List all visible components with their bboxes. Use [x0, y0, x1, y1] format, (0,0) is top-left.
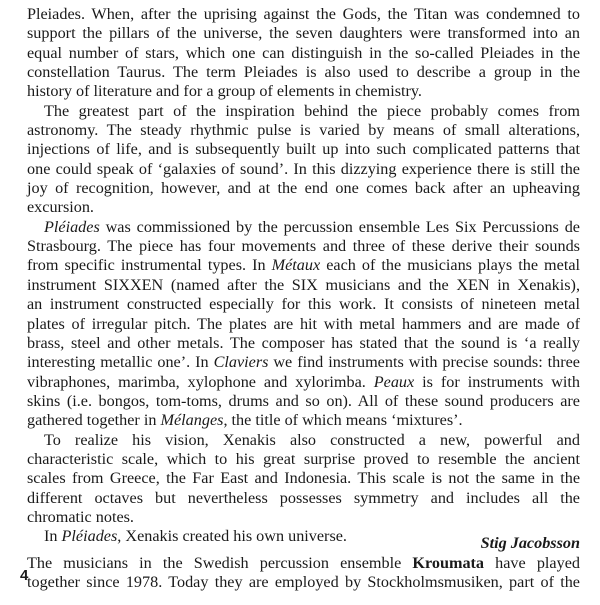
text-line: support the pillars of the universe, the seven daughters were transformed into an [27, 24, 580, 43]
text-line: equal number of stars, which one can distinguish in the so-called Pleiades in the [27, 43, 580, 62]
text-line: scales from Greece, the Far East and Indonesia. This scale is not the same in the [27, 469, 580, 488]
text-span: was commissioned by the percussion ensemble Les Six Percussions de [99, 217, 580, 236]
movement-title-peaux: Peaux [373, 372, 415, 391]
text-line [27, 373, 580, 392]
text-line: injections of life, and is subsequently built up into such complicated patterns that [27, 140, 580, 159]
paragraph-commission-movements [27, 218, 580, 431]
text-span: interesting metallic one’. In [27, 353, 214, 372]
text-span: is for instruments with [414, 372, 580, 391]
closing-row [27, 527, 580, 553]
text-span: from specific instrumental types. In [27, 256, 272, 275]
text-line [27, 411, 580, 430]
text-span: gathered together in [27, 411, 161, 430]
text-line: characteristic scale, which to his great surprise proved to resemble the ancient [27, 449, 580, 468]
text-line: Strasbourg. The piece has four movements and three of these derive their sounds [27, 237, 580, 256]
work-title-pleiades: Pléiades [61, 527, 118, 546]
text-line: together since 1978. Today they are employed by Stockholmsmusiken, part of the [27, 572, 580, 591]
paragraph-pleiades-myth [27, 5, 580, 102]
text-line [27, 554, 580, 573]
text-span: In [44, 527, 62, 546]
text-line: an instrument constructed especially for this work. It consists of nineteen metal [27, 295, 580, 314]
ensemble-name: Kroumata [412, 553, 485, 572]
text-line: history of literature and for a group of elements in chemistry. [27, 82, 422, 101]
text-line: different octaves but nevertheless possesses symmetry and includes all the [27, 488, 580, 507]
paragraph-kroumata-bio [27, 554, 580, 593]
closing-sentence [44, 527, 347, 546]
author-signature: Stig Jacobsson [480, 534, 580, 553]
text-line: The greatest part of the inspiration behind the piece probably comes from [44, 101, 580, 120]
text-line: skins (i.e. bongos, tom-toms, drums and so on). All of these sound producers are [27, 391, 580, 410]
text-line: chromatic notes. [27, 507, 134, 526]
text-span: each of the musicians plays the metal [320, 256, 580, 275]
text-line: brass, steel and other metals. The composer has stated that the sound is ‘a really [27, 333, 580, 352]
paragraph-scale [27, 431, 580, 528]
text-line: astronomy. The steady rhythmic pulse is varied by means of small alterations, [27, 121, 580, 140]
text-line: To realize his vision, Xenakis also constructed a new, powerful and [44, 430, 580, 449]
text-span: , Xenakis created his own universe. [117, 527, 347, 546]
text-line: one could speak of ‘galaxies of sound’. In this dizzying experience there is still the [27, 159, 580, 178]
document-page [27, 5, 580, 592]
text-line: plates of irregular pitch. The plates are hit with metal hammers and are made of [27, 314, 580, 333]
movement-title-melanges: Mélanges [160, 411, 224, 430]
text-line: instrument SIXXEN (named after the SIX musicians and the XEN in Xenakis), [27, 275, 580, 294]
text-span: , the title of which means ‘mixtures’. [223, 411, 463, 430]
text-line: constellation Taurus. The term Pleiades is also used to describe a group in the [27, 63, 580, 82]
text-line: joy of recognition, however, and at the end one comes back after an upheaving [27, 179, 580, 198]
text-line: excursion. [27, 198, 94, 217]
paragraph-astronomy-inspiration [27, 102, 580, 218]
text-span: we find instruments with precise sounds: three [268, 353, 580, 372]
text-span: have played [484, 553, 580, 572]
movement-title-claviers: Claviers [213, 353, 269, 372]
text-span: vibraphones, marimba, xylophone and xylorimba. [27, 372, 374, 391]
text-line [27, 256, 580, 275]
work-title-pleiades: Pléiades [44, 217, 100, 236]
page-number: 4 [20, 567, 29, 584]
text-line [27, 218, 580, 237]
text-line [27, 353, 580, 372]
movement-title-metaux: Métaux [271, 256, 321, 275]
text-span: The musicians in the Swedish percussion ensemble [27, 553, 413, 572]
text-line: Pleiades. When, after the uprising against the Gods, the Titan was condemned to [27, 5, 580, 23]
